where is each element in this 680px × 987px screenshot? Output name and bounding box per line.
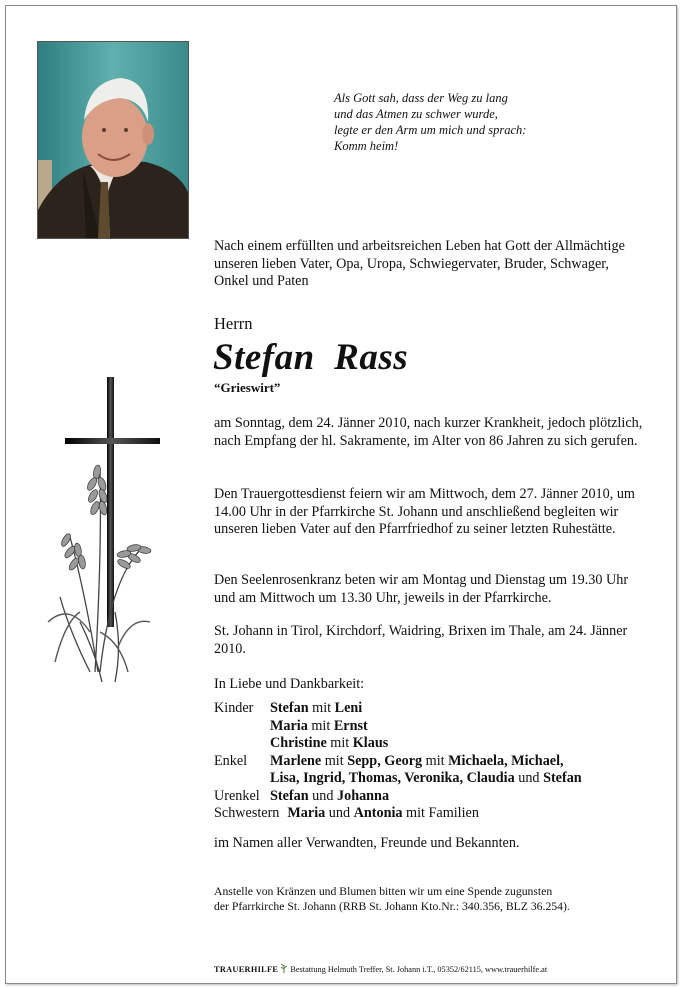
wheat-logo-icon bbox=[280, 965, 290, 974]
family-names: Maria und Antonia mit Familien bbox=[287, 805, 479, 821]
cross-with-wheat-icon bbox=[40, 372, 170, 692]
funeral-service-paragraph: Den Trauergottesdienst feiern wir am Mittwoch, dem 27. Jänner 2010, um 14.00 Uhr in der Pfarrkirche St. Johann und anschließend begleiten wir unseren lieben Vater auf den Pfarrfriedhof zu seiner letzten Ruhestätte. bbox=[214, 486, 635, 537]
family-names: Maria mit Ernst bbox=[270, 717, 368, 734]
nickname: “Grieswirt” bbox=[214, 380, 281, 395]
death-notice-paragraph: am Sonntag, dem 24. Jänner 2010, nach kurzer Krankheit, jedoch plötzlich, nach Empfang der hl. Sakramente, im Alter von 86 Jahren zu sich gerufen. bbox=[214, 415, 643, 449]
portrait-photo bbox=[37, 41, 189, 239]
family-label: Kinder bbox=[214, 700, 254, 716]
family-label: Enkel bbox=[214, 752, 248, 769]
family-names: Stefan mit Leni bbox=[270, 700, 363, 716]
love-gratitude-line: In Liebe und Dankbarkeit: bbox=[214, 676, 365, 692]
rosary-paragraph: Den Seelenrosenkranz beten wir am Montag und Dienstag um 19.30 Uhr und am Mittwoch um 13.30 Uhr, jeweils in der Pfarrkirche. bbox=[214, 572, 629, 606]
poem-line: Als Gott sah, dass der Weg zu lang bbox=[334, 91, 508, 105]
family-row-schwestern bbox=[214, 805, 582, 823]
donation-line: Anstelle von Kränzen und Blumen bitten wir um eine Spende zugunsten bbox=[214, 885, 553, 898]
closing-line: im Namen aller Verwandten, Freunde und Bekannten. bbox=[214, 835, 520, 851]
family-names: Christine mit Klaus bbox=[270, 735, 389, 751]
family-names: Stefan und Johanna bbox=[270, 787, 390, 804]
family-row-enkel bbox=[214, 753, 582, 771]
family-label: Schwestern bbox=[214, 805, 280, 821]
poem bbox=[334, 90, 526, 154]
donation-note bbox=[214, 884, 570, 914]
salutation: Herrn bbox=[214, 314, 253, 333]
poem-line: legte er den Arm um mich und sprach: bbox=[334, 123, 527, 137]
family-label: Urenkel bbox=[214, 787, 260, 804]
family-row bbox=[214, 770, 582, 788]
family-row bbox=[214, 718, 582, 736]
deceased-name: Stefan Rass bbox=[213, 337, 409, 378]
place-date-paragraph: St. Johann in Tirol, Kirchdorf, Waidring, Brixen im Thale, am 24. Jänner 2010. bbox=[214, 623, 628, 657]
family-row bbox=[214, 735, 582, 753]
poem-line: und das Atmen zu schwer wurde, bbox=[334, 107, 498, 121]
family-names: Marlene mit Sepp, Georg mit Michaela, Michael, bbox=[270, 752, 564, 769]
family-list bbox=[214, 700, 582, 823]
footer-brand: TRAUERHILFE bbox=[214, 965, 279, 974]
intro-text: Nach einem erfüllten und arbeitsreichen Leben hat Gott der Allmächtige unseren lieben Vater, Opa, Uropa, Schwiegervater, Bruder, Schwager, Onkel und Paten bbox=[214, 238, 625, 289]
family-row-kinder bbox=[214, 700, 582, 718]
footer-text: Bestattung Helmuth Treffer, St. Johann i.T., 05352/62115, www.trauerhilfe.at bbox=[290, 965, 548, 974]
poem-line: Komm heim! bbox=[334, 139, 399, 153]
family-names: Lisa, Ingrid, Thomas, Veronika, Claudia und Stefan bbox=[270, 770, 582, 786]
donation-line: der Pfarrkirche St. Johann (RRB St. Johann Kto.Nr.: 340.356, BLZ 36.254). bbox=[214, 900, 570, 913]
family-row-urenkel bbox=[214, 788, 582, 806]
footer bbox=[214, 963, 547, 974]
